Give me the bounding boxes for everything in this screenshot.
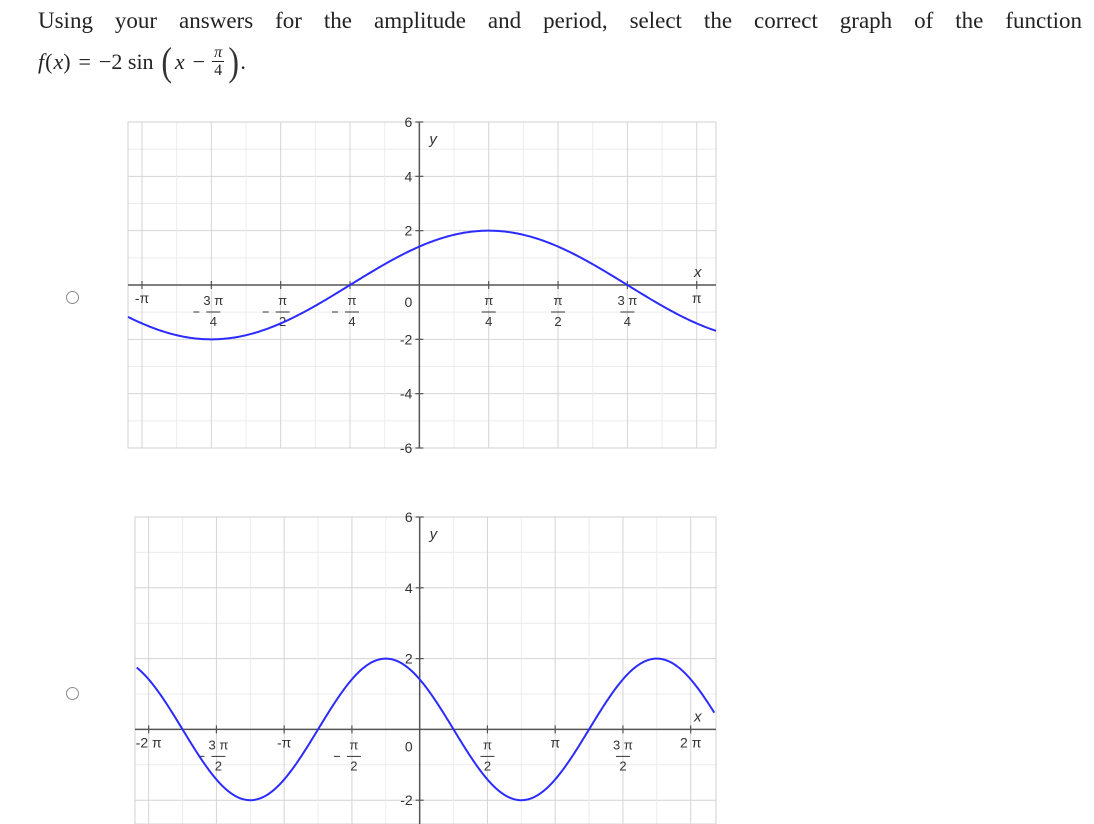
- x-tick-denominator: 2: [554, 314, 562, 329]
- question-text: Using your answers for the amplitude and period, select the correct graph of the function: [38, 8, 1082, 33]
- equals-sign: =: [78, 49, 91, 74]
- big-paren-close: ): [228, 39, 240, 84]
- x-tick-denominator: 4: [209, 314, 217, 329]
- answer-option-1[interactable]: [0, 110, 1094, 480]
- origin-label: 0: [404, 738, 413, 755]
- y-axis-title: y: [429, 526, 438, 543]
- function-variable: x: [53, 49, 64, 74]
- x-tick-denominator: 4: [623, 314, 631, 329]
- y-tick-label: 4: [404, 168, 413, 185]
- x-tick-denominator: 2: [214, 758, 223, 774]
- origin-label: 0: [404, 294, 413, 310]
- x-tick-numerator: 3 π: [613, 737, 633, 753]
- function-expression: [38, 39, 1082, 84]
- y-tick-label: -6: [399, 440, 413, 456]
- y-tick-label: -2: [400, 792, 413, 809]
- y-axis-title: y: [429, 131, 437, 148]
- y-tick-label: -4: [399, 385, 413, 402]
- function-name: f: [38, 49, 45, 74]
- x-tick-label: -π: [277, 734, 292, 751]
- x-tick-numerator: π: [347, 293, 357, 308]
- y-tick-label: 6: [404, 509, 413, 525]
- x-tick-numerator: π: [278, 293, 288, 308]
- y-tick-label: 6: [404, 114, 413, 130]
- pi-over-four: [212, 45, 224, 79]
- x-tick-numerator: 3 π: [617, 293, 638, 308]
- x-tick-numerator: 3 π: [203, 293, 224, 308]
- paren-open: (: [45, 49, 53, 74]
- x-tick-denominator: 2: [350, 758, 358, 774]
- x-axis-title: x: [694, 264, 702, 281]
- x-tick-label: -2 π: [135, 734, 162, 751]
- y-tick-label: -2: [399, 331, 413, 348]
- x-tick-denominator: 4: [485, 314, 493, 329]
- x-tick-denominator: 2: [483, 758, 492, 774]
- x-tick-label: π: [691, 290, 702, 306]
- y-tick-label: 2: [404, 650, 413, 667]
- y-tick-label: 4: [404, 579, 413, 596]
- radio-button-option-2[interactable]: [66, 687, 79, 700]
- argument-minus: −: [192, 49, 206, 74]
- x-tick-label: π: [550, 734, 561, 751]
- x-tick-label: 2 π: [680, 734, 702, 751]
- x-tick-label: -π: [134, 290, 150, 306]
- x-tick-numerator: π: [482, 737, 492, 753]
- answer-option-2[interactable]: [0, 505, 1094, 824]
- x-tick-denominator: 2: [279, 314, 287, 329]
- paren-close: ): [63, 49, 71, 74]
- graph-option-1: [120, 110, 720, 480]
- coefficient-sin: −2 sin: [98, 49, 154, 74]
- big-paren-open: (: [160, 39, 172, 84]
- question-prompt: [38, 5, 1082, 84]
- x-tick-denominator: 4: [348, 314, 356, 329]
- plot-frame: [135, 517, 716, 824]
- fraction-numerator: π: [214, 44, 223, 61]
- x-tick-numerator: π: [349, 737, 359, 753]
- x-tick-denominator: 2: [619, 758, 627, 774]
- sentence-period: .: [240, 49, 246, 74]
- x-tick-numerator: π: [553, 293, 563, 308]
- radio-button-option-1[interactable]: [66, 291, 79, 304]
- graph-option-2: [120, 505, 720, 824]
- x-tick-numerator: 3 π: [208, 737, 229, 753]
- fraction-denominator: 4: [214, 62, 223, 79]
- y-tick-label: 2: [404, 222, 413, 239]
- argument-variable: x: [174, 49, 185, 74]
- x-tick-numerator: π: [484, 293, 494, 308]
- x-axis-title: x: [694, 708, 702, 726]
